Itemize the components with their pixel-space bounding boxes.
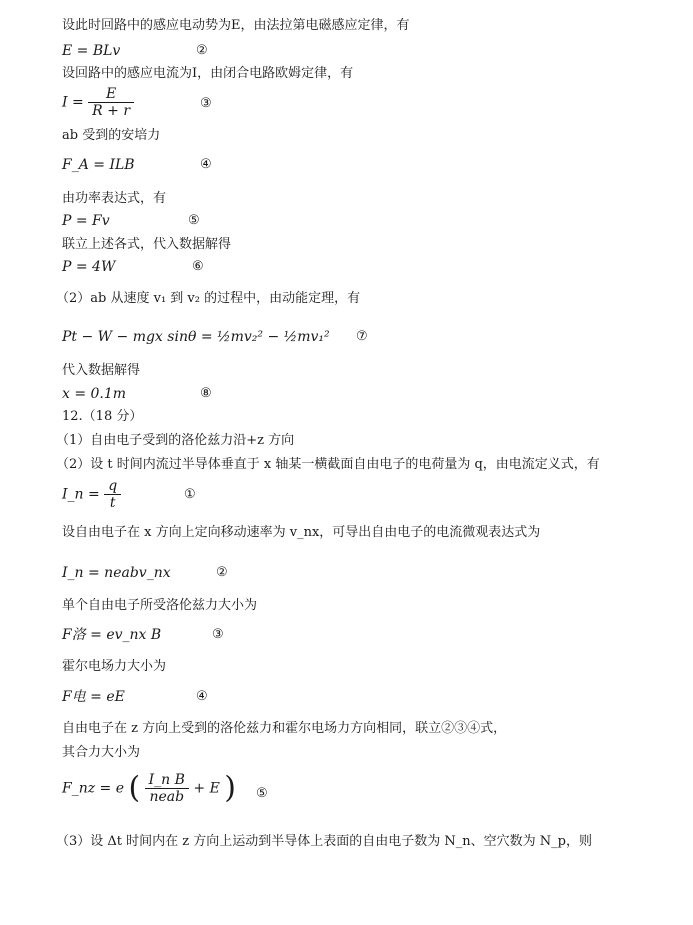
text-line: 代入数据解得 bbox=[62, 363, 141, 378]
text-line: （3）设 Δt 时间内在 z 方向上运动到半导体上表面的自由电子数为 N_n、空穴数为 N_p，则 bbox=[56, 834, 592, 849]
section-heading: 12.（18 分） bbox=[62, 409, 143, 424]
equation: F_A = ILB bbox=[62, 157, 135, 173]
equation-number: ④ bbox=[200, 157, 212, 172]
text-line: （2）设 t 时间内流过半导体垂直于 x 轴某一横截面自由电子的电荷量为 q，由电流定义式，有 bbox=[56, 457, 600, 472]
fraction-denominator: neab bbox=[149, 789, 185, 805]
text-line: 设回路中的感应电流为I，由闭合电路欧姆定律，有 bbox=[62, 66, 354, 81]
equation bbox=[62, 478, 121, 511]
equation: P = Fv bbox=[62, 213, 110, 229]
equation-number: ⑤ bbox=[256, 786, 268, 801]
equation-tail: + E bbox=[193, 780, 220, 797]
equation: E = BLv bbox=[62, 43, 121, 59]
equation-number: ① bbox=[184, 487, 196, 502]
equation: F电 = eE bbox=[62, 689, 125, 705]
equation bbox=[62, 772, 236, 805]
equation: I_n = neabv_nx bbox=[62, 565, 171, 581]
text-line: 其合力大小为 bbox=[62, 745, 141, 760]
text-line: （2）ab 从速度 v₁ 到 v₂ 的过程中，由动能定理，有 bbox=[56, 291, 361, 306]
equation-number: ⑦ bbox=[356, 329, 368, 344]
equation: x = 0.1m bbox=[62, 386, 127, 402]
fraction-numerator: q bbox=[104, 478, 121, 495]
equation-number: ③ bbox=[212, 627, 224, 642]
fraction bbox=[145, 772, 189, 805]
equation-number: ② bbox=[196, 43, 208, 58]
equation-number: ⑧ bbox=[200, 386, 212, 401]
fraction bbox=[88, 86, 134, 119]
text-line: 联立上述各式，代入数据解得 bbox=[62, 237, 232, 252]
fraction-denominator: R + r bbox=[92, 103, 131, 119]
equation-number: ④ bbox=[196, 689, 208, 704]
equation-lhs: I_n = bbox=[62, 486, 100, 503]
equation-number: ③ bbox=[200, 96, 212, 111]
text-line: 由功率表达式，有 bbox=[62, 191, 167, 206]
text-line: （1）自由电子受到的洛伦兹力沿+z 方向 bbox=[56, 433, 295, 448]
equation: P = 4W bbox=[62, 259, 116, 275]
equation bbox=[62, 86, 134, 119]
fraction bbox=[104, 478, 121, 511]
text-line: ab 受到的安培力 bbox=[62, 128, 161, 143]
equation: F洛 = ev_nx B bbox=[62, 627, 162, 643]
equation-number: ② bbox=[216, 565, 228, 580]
equation-number: ⑤ bbox=[188, 213, 200, 228]
fraction-denominator: t bbox=[109, 495, 116, 511]
equation: Pt − W − mgx sinθ = ½mv₂² − ½mv₁² bbox=[62, 329, 330, 345]
text-line: 霍尔电场力大小为 bbox=[62, 659, 167, 674]
right-paren: ) bbox=[224, 770, 236, 806]
text-line: 自由电子在 z 方向上受到的洛伦兹力和霍尔电场力方向相同，联立②③④式， bbox=[62, 721, 507, 736]
text-line: 单个自由电子所受洛伦兹力大小为 bbox=[62, 598, 258, 613]
text-line: 设自由电子在 x 方向上定向移动速率为 v_nx，可导出自由电子的电流微观表达式为 bbox=[62, 525, 541, 540]
equation-number: ⑥ bbox=[192, 259, 204, 274]
fraction-numerator: E bbox=[88, 86, 134, 103]
equation-lhs: I = bbox=[62, 94, 84, 111]
left-paren: ( bbox=[128, 770, 141, 806]
fraction-numerator: I_n B bbox=[145, 772, 189, 789]
equation-lhs: F_nz = e bbox=[62, 780, 125, 797]
text-line: 设此时回路中的感应电动势为E，由法拉第电磁感应定律，有 bbox=[62, 18, 410, 33]
